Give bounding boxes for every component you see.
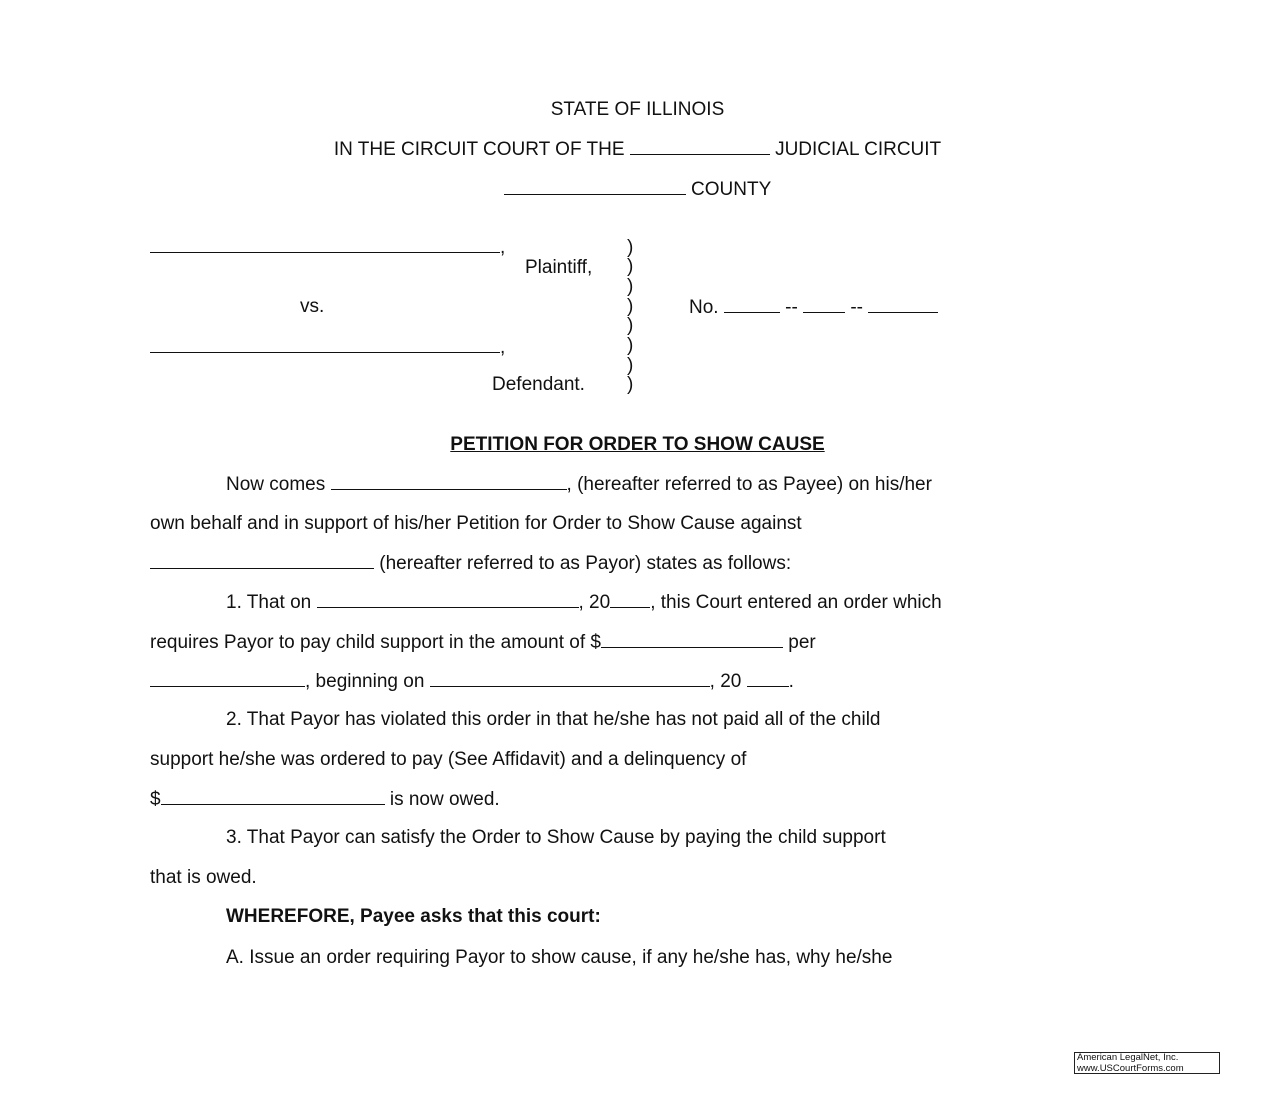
text: , 20 bbox=[709, 671, 742, 692]
paragraph-2-line-3 bbox=[150, 788, 500, 811]
text: , (hereafter referred to as Payee) on his/her bbox=[566, 474, 932, 495]
court-prefix: IN THE CIRCUIT COURT OF THE bbox=[333, 139, 625, 160]
paragraph-1-line-1 bbox=[226, 591, 942, 614]
case-number bbox=[689, 296, 938, 319]
caption-paren: ) bbox=[627, 355, 634, 376]
case-no-part1-blank[interactable] bbox=[724, 296, 780, 313]
plaintiff-name-blank[interactable] bbox=[150, 236, 500, 253]
support-period-blank[interactable] bbox=[150, 670, 305, 687]
caption-paren: ) bbox=[627, 315, 634, 336]
court-heading bbox=[0, 138, 1275, 161]
text: . bbox=[788, 671, 794, 692]
payor-name-blank[interactable] bbox=[150, 552, 374, 569]
caption-paren: ) bbox=[627, 256, 634, 277]
plaintiff-name-line bbox=[150, 236, 505, 259]
wherefore-clause: WHEREFORE, Payee asks that this court: bbox=[226, 906, 601, 927]
judicial-circuit-blank[interactable] bbox=[630, 138, 770, 155]
text: $ bbox=[150, 789, 161, 810]
beginning-year-blank[interactable] bbox=[747, 670, 789, 687]
comma: , bbox=[500, 337, 506, 358]
paragraph-1-line-3 bbox=[150, 670, 794, 693]
order-date-blank[interactable] bbox=[317, 591, 579, 608]
order-year-blank[interactable] bbox=[610, 591, 650, 608]
caption-paren: ) bbox=[627, 296, 634, 317]
text: per bbox=[788, 632, 816, 653]
case-no-separator: -- bbox=[785, 297, 798, 318]
caption-paren: ) bbox=[627, 335, 634, 356]
plaintiff-label: Plaintiff, bbox=[525, 257, 593, 278]
county-blank[interactable] bbox=[504, 178, 686, 195]
text: requires Payor to pay child support in the amount of $ bbox=[150, 632, 601, 653]
paragraph-1-line-2 bbox=[150, 631, 816, 654]
publisher-url: www.USCourtForms.com bbox=[1077, 1062, 1184, 1074]
text: , this Court entered an order which bbox=[650, 592, 942, 613]
caption-paren: ) bbox=[627, 276, 634, 297]
text: (hereafter referred to as Payor) states as follows: bbox=[379, 553, 792, 574]
delinquency-amount-blank[interactable] bbox=[161, 788, 385, 805]
defendant-name-line bbox=[150, 336, 505, 359]
paragraph-2-line-2: support he/she was ordered to pay (See Affidavit) and a delinquency of bbox=[150, 749, 747, 770]
case-no-label: No. bbox=[689, 297, 719, 318]
case-no-part3-blank[interactable] bbox=[868, 296, 938, 313]
caption-paren: ) bbox=[627, 374, 634, 395]
publisher-stamp bbox=[1074, 1052, 1220, 1074]
support-amount-blank[interactable] bbox=[601, 631, 783, 648]
document-title: PETITION FOR ORDER TO SHOW CAUSE bbox=[450, 434, 825, 455]
paragraph-3-line-2: that is owed. bbox=[150, 867, 257, 888]
county-suffix: COUNTY bbox=[691, 179, 772, 200]
intro-line-1 bbox=[226, 473, 932, 496]
state-heading: STATE OF ILLINOIS bbox=[550, 99, 725, 120]
case-no-separator: -- bbox=[850, 297, 864, 318]
vs-label: vs. bbox=[300, 296, 325, 317]
payee-name-blank[interactable] bbox=[331, 473, 567, 490]
request-a-line-1: A. Issue an order requiring Payor to show cause, if any he/she has, why he/she bbox=[226, 947, 893, 968]
county-heading bbox=[0, 178, 1275, 201]
paragraph-2-line-1: 2. That Payor has violated this order in that he/she has not paid all of the child bbox=[226, 709, 881, 730]
beginning-date-blank[interactable] bbox=[430, 670, 710, 687]
defendant-label: Defendant. bbox=[492, 374, 585, 395]
text: Now comes bbox=[226, 474, 326, 495]
publisher-name: American LegalNet, Inc. bbox=[1077, 1052, 1179, 1063]
text: , beginning on bbox=[305, 671, 425, 692]
intro-line-3 bbox=[150, 552, 791, 575]
comma: , bbox=[500, 237, 506, 258]
caption-paren: ) bbox=[627, 237, 634, 258]
court-suffix: JUDICIAL CIRCUIT bbox=[775, 139, 942, 160]
text: 1. That on bbox=[226, 592, 312, 613]
case-no-part2-blank[interactable] bbox=[803, 296, 845, 313]
defendant-name-blank[interactable] bbox=[150, 336, 500, 353]
intro-line-2: own behalf and in support of his/her Petition for Order to Show Cause against bbox=[150, 513, 802, 534]
text: is now owed. bbox=[389, 789, 500, 810]
text: , 20 bbox=[578, 592, 611, 613]
paragraph-3-line-1: 3. That Payor can satisfy the Order to Show Cause by paying the child support bbox=[226, 827, 886, 848]
